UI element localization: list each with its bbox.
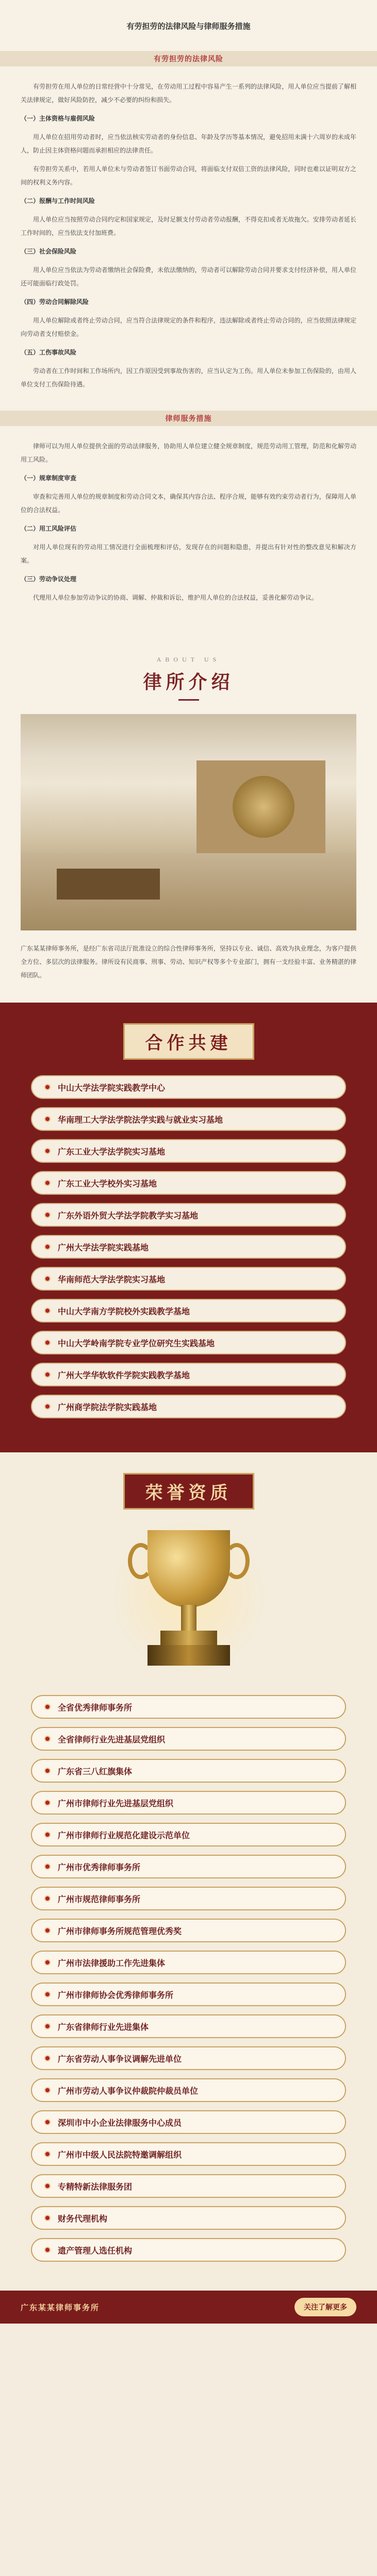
cooperation-item-label: 华南师范大学法学院实习基地 xyxy=(58,1274,166,1284)
article-paragraph: 用人单位应当按照劳动合同约定和国家规定，及时足额支付劳动者劳动报酬，不得克扣或者无故拖欠。安排劳动者延长工作时间的，应当依法支付加班费。 xyxy=(21,216,356,236)
bullet-dot-icon xyxy=(44,1959,51,1965)
article-paragraph: 用人单位应当依法为劳动者缴纳社会保险费，未依法缴纳的，劳动者可以解除劳动合同并要求支付经济补偿，用人单位还可能面临行政处罚。 xyxy=(21,266,356,287)
cooperation-item xyxy=(31,1267,346,1291)
cooperation-title: 合作共建 xyxy=(123,1023,254,1060)
honor-item-label: 广东省三八红旗集体 xyxy=(58,1766,133,1776)
honor-item xyxy=(31,1823,346,1846)
cooperation-header xyxy=(0,1023,377,1060)
honor-item-label: 遗产管理人选任机构 xyxy=(58,2245,133,2256)
section-band-1 xyxy=(0,51,377,66)
cooperation-item xyxy=(31,1075,346,1099)
bullet-dot-icon xyxy=(44,2215,51,2221)
bullet-dot-icon xyxy=(44,2151,51,2157)
honor-item xyxy=(31,1887,346,1910)
section-subheading: （二）报酬与工作时间风险 xyxy=(21,197,95,205)
trophy-cup xyxy=(147,1530,230,1607)
bullet-dot-icon xyxy=(44,1180,51,1186)
honor-item xyxy=(31,1759,346,1783)
honor-item-label: 广州市劳动人事争议仲裁院仲裁员单位 xyxy=(58,2086,199,2096)
honors-title: 荣誉资质 xyxy=(123,1473,254,1510)
article-paragraph: 律师可以为用人单位提供全面的劳动法律服务，协助用人单位建立健全规章制度，规范劳动用工管理，防范和化解劳动用工风险。 xyxy=(21,443,356,463)
article-paragraph: 用人单位在招用劳动者时，应当依法核实劳动者的身份信息、年龄及学历等基本情况，避免招用未满十六周岁的未成年人，防止因主体资格问题而承担相应的法律责任。 xyxy=(21,133,356,154)
about-intro: 广东某某律师事务所，是经广东省司法厅批准设立的综合性律师事务所，坚持以专业、诚信、高效为执业理念，为客户提供全方位、多层次的法律服务。律所设有民商事、刑事、劳动、知识产权等多个专业部门，拥有一支经验丰富、业务精湛的律师团队。 xyxy=(21,945,356,979)
cooperation-item-label: 中山大学岭南学院专业学位研究生实践基地 xyxy=(58,1338,215,1348)
bullet-dot-icon xyxy=(44,1403,51,1410)
honor-item-label: 广州市律师行业先进基层党组织 xyxy=(58,1798,174,1808)
article-paragraph: 劳动者在工作时间和工作场所内，因工作原因受到事故伤害的，应当认定为工伤。用人单位未参加工伤保险的，由用人单位支付工伤保险待遇。 xyxy=(21,367,356,388)
cooperation-item xyxy=(31,1107,346,1131)
cooperation-section xyxy=(0,1003,377,1452)
cooperation-item xyxy=(31,1299,346,1323)
cooperation-item xyxy=(31,1395,346,1418)
section-2-body xyxy=(21,439,356,604)
honors-list xyxy=(0,1695,377,2262)
honor-item xyxy=(31,2110,346,2134)
honor-item xyxy=(31,2078,346,2102)
honor-item xyxy=(31,2142,346,2166)
honor-item-label: 全省律师行业先进基层党组织 xyxy=(58,1734,166,1744)
bullet-dot-icon xyxy=(44,2055,51,2061)
honor-item-label: 全省优秀律师事务所 xyxy=(58,1702,133,1713)
office-photo xyxy=(21,714,356,930)
bullet-dot-icon xyxy=(44,2119,51,2125)
trophy-stem xyxy=(181,1605,196,1633)
bullet-dot-icon xyxy=(44,1371,51,1378)
bullet-dot-icon xyxy=(44,1148,51,1154)
honor-item xyxy=(31,1695,346,1719)
section-band-2-label: 律师服务措施 xyxy=(165,415,212,423)
bullet-dot-icon xyxy=(44,1832,51,1838)
honor-item-label: 广州市律师事务所规范管理优秀奖 xyxy=(58,1926,182,1936)
bullet-dot-icon xyxy=(44,1704,51,1710)
honor-item xyxy=(31,1982,346,2006)
cooperation-item-label: 广东外语外贸大学法学院教学实习基地 xyxy=(58,1210,199,1221)
footer-firm-name: 广东某某律师事务所 xyxy=(21,2302,100,2312)
honor-item-label: 广东省劳动人事争议调解先进单位 xyxy=(58,2054,182,2064)
bullet-dot-icon xyxy=(44,1991,51,1997)
honor-item xyxy=(31,1951,346,1974)
bullet-dot-icon xyxy=(44,1927,51,1934)
about-section xyxy=(0,640,377,1003)
section-1-body xyxy=(21,80,356,391)
photo-ceiling xyxy=(21,714,356,760)
trophy-base-bottom xyxy=(147,1645,230,1666)
footer-bar xyxy=(0,2291,377,2324)
honor-item xyxy=(31,2046,346,2070)
cooperation-item-label: 广东工业大学校外实习基地 xyxy=(58,1178,157,1189)
bullet-dot-icon xyxy=(44,1768,51,1774)
section-band-1-label: 有劳担劳的法律风险 xyxy=(154,55,223,63)
honor-item-label: 广州市律师协会优秀律师事务所 xyxy=(58,1990,174,2000)
article-paragraph: 用人单位解除或者终止劳动合同，应当符合法律规定的条件和程序，违法解除或者终止劳动合同的，应当依照法律规定向劳动者支付赔偿金。 xyxy=(21,317,356,337)
bullet-dot-icon xyxy=(44,1863,51,1870)
bullet-dot-icon xyxy=(44,2087,51,2093)
section-subheading: （一）规章制度审查 xyxy=(21,474,77,482)
cooperation-item-label: 广州商学院法学院实践基地 xyxy=(58,1402,157,1412)
article-paragraph: 有劳担劳关系中，若用人单位未与劳动者签订书面劳动合同，将面临支付双倍工资的法律风险，同时也难以证明双方之间的权利义务内容。 xyxy=(21,165,356,186)
honor-item xyxy=(31,1791,346,1815)
section-subheading: （三）劳动争议处理 xyxy=(21,575,77,583)
honor-item xyxy=(31,1855,346,1878)
cooperation-item-label: 广州大学法学院实践基地 xyxy=(58,1242,149,1252)
about-title: 律所介绍 xyxy=(143,672,234,693)
article-paragraph: 有劳担劳在用人单位的日常经营中十分常见，在劳动用工过程中容易产生一系列的法律风险，用人单位应当提前了解相关法律规定，做好风险防控，减少不必要的纠纷和损失。 xyxy=(21,83,356,104)
article-paragraph: 审查和完善用人单位的规章制度和劳动合同文本，确保其内容合法、程序合规，能够有效约束劳动者行为，保障用人单位的合法权益。 xyxy=(21,493,356,514)
section-subheading: （四）劳动合同解除风险 xyxy=(21,298,89,306)
cooperation-item xyxy=(31,1235,346,1259)
trophy-image xyxy=(117,1525,261,1680)
bullet-dot-icon xyxy=(44,1340,51,1346)
cooperation-item-label: 中山大学南方学院校外实践教学基地 xyxy=(58,1306,190,1316)
honor-item-label: 广州市规范律师事务所 xyxy=(58,1894,141,1904)
article-paragraph: 代理用人单位参加劳动争议的协商、调解、仲裁和诉讼，维护用人单位的合法权益，妥善化解劳动争议。 xyxy=(33,594,318,601)
about-divider xyxy=(178,699,199,701)
bullet-dot-icon xyxy=(44,1276,51,1282)
honor-item-label: 广州市法律援助工作先进集体 xyxy=(58,1958,166,1968)
honor-item xyxy=(31,1919,346,1942)
cooperation-item-label: 中山大学法学院实践教学中心 xyxy=(58,1082,166,1093)
section-subheading: （一）主体资格与雇佣风险 xyxy=(21,115,95,122)
section-band-2 xyxy=(0,411,377,426)
article-paragraph: 对用人单位现有的劳动用工情况进行全面梳理和评估，发现存在的问题和隐患，并提出有针对性的整改意见和解决方案。 xyxy=(21,544,356,564)
cooperation-item xyxy=(31,1363,346,1386)
cooperation-item xyxy=(31,1139,346,1163)
bullet-dot-icon xyxy=(44,1895,51,1902)
cooperation-item xyxy=(31,1203,346,1227)
about-en-title: ABOUT US xyxy=(156,656,221,663)
bullet-dot-icon xyxy=(44,1308,51,1314)
bullet-dot-icon xyxy=(44,1116,51,1122)
article xyxy=(0,0,377,640)
honor-item xyxy=(31,2238,346,2262)
section-subheading: （二）用工风险评估 xyxy=(21,525,77,532)
honor-item-label: 深圳市中小企业法律服务中心成员 xyxy=(58,2117,182,2128)
section-subheading: （三）社会保险风险 xyxy=(21,248,77,255)
cooperation-item-label: 华南理工大学法学院法学实践与就业实习基地 xyxy=(58,1114,223,1125)
honor-item xyxy=(31,2174,346,2198)
honor-item-label: 财务代理机构 xyxy=(58,2213,108,2224)
honor-item-label: 专精特新法律服务团 xyxy=(58,2181,133,2192)
article-title: 有劳担劳的法律风险与律师服务措施 xyxy=(126,22,251,31)
cooperation-item-label: 广州大学华软软件学院实践教学基地 xyxy=(58,1370,190,1380)
photo-desk xyxy=(57,869,160,900)
cooperation-list xyxy=(0,1075,377,1418)
trophy-base-top xyxy=(160,1631,217,1645)
bullet-dot-icon xyxy=(44,2183,51,2189)
honor-item-label: 广州市律师行业规范化建设示范单位 xyxy=(58,1830,190,1840)
bullet-dot-icon xyxy=(44,1212,51,1218)
bullet-dot-icon xyxy=(44,2023,51,2029)
honor-item-label: 广东省律师行业先进集体 xyxy=(58,2022,149,2032)
firm-logo-emblem xyxy=(233,776,294,838)
cooperation-item xyxy=(31,1331,346,1354)
honor-item xyxy=(31,2014,346,2038)
bullet-dot-icon xyxy=(44,1084,51,1090)
bullet-dot-icon xyxy=(44,1244,51,1250)
bullet-dot-icon xyxy=(44,1736,51,1742)
honor-item xyxy=(31,2206,346,2230)
follow-button[interactable]: 关注了解更多 xyxy=(294,2298,356,2316)
honor-item-label: 广州市优秀律师事务所 xyxy=(58,1862,141,1872)
honors-header xyxy=(0,1473,377,1510)
honor-item xyxy=(31,1727,346,1751)
cooperation-item-label: 广东工业大学法学院实习基地 xyxy=(58,1146,166,1157)
bullet-dot-icon xyxy=(44,2247,51,2253)
section-subheading: （五）工伤事故风险 xyxy=(21,349,77,356)
honor-item-label: 广州市中级人民法院特邀调解组织 xyxy=(58,2149,182,2160)
bullet-dot-icon xyxy=(44,1800,51,1806)
honors-section xyxy=(0,1452,377,2291)
cooperation-item xyxy=(31,1171,346,1195)
